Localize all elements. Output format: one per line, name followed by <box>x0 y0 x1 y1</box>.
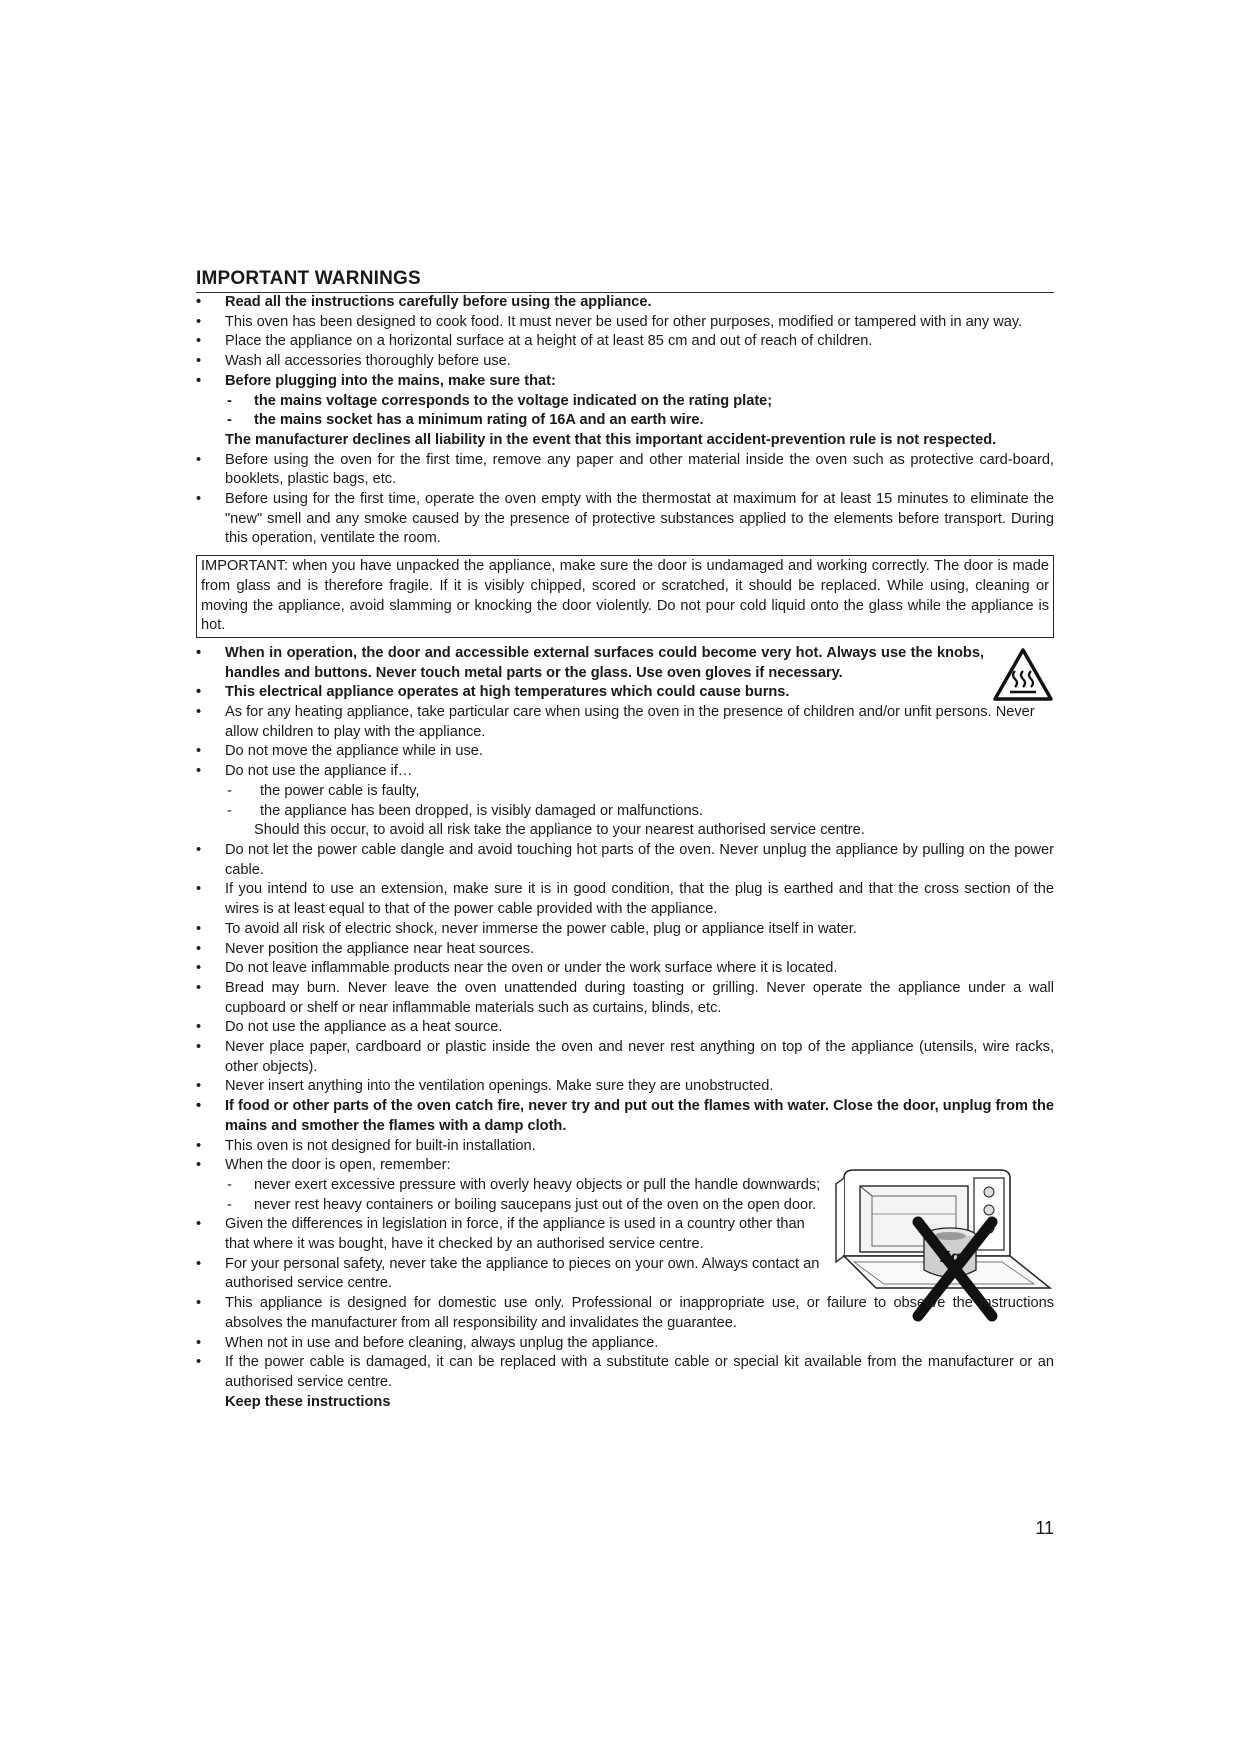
list-item: • Do not leave inflammable products near the oven or under the work surface where it is located. <box>196 959 1054 979</box>
door-section <box>196 1156 1054 1294</box>
list-item: • This oven has been designed to cook food. It must never be used for other purposes, modified or tampered with in any way. <box>196 313 1054 333</box>
sub-item: - the appliance has been dropped, is visibly damaged or malfunctions. <box>225 802 1054 822</box>
list-item: • If you intend to use an extension, make sure it is in good condition, that the plug is earthed and that the cross section of the wires is at least equal to that of the power cable provided with the appliance. <box>196 880 1054 919</box>
sub-item: - the power cable is faulty, <box>225 782 1054 802</box>
list-item: • Place the appliance on a horizontal surface at a height of at least 85 cm and out of reach of children. <box>196 332 1054 352</box>
list-item: • Before using for the first time, operate the oven empty with the thermostat at maximum for at least 15 minutes to eliminate the "new" smell and any smoke caused by the presence of protective substances applied to the elements before transport. During this operation, ventilate the room. <box>196 490 1054 549</box>
list-item-plugging: • Before plugging into the mains, make sure that: - the mains voltage corresponds to the voltage indicated on the rating plate; - the mains socket has a minimum rating of 16A and an earth wire. The manufacturer declines all liability in the event that this important accident-prevention rule is not respected. <box>196 372 1054 451</box>
list-item: • Do not let the power cable dangle and avoid touching hot parts of the oven. Never unplug the appliance by pulling on the power cable. <box>196 841 1054 880</box>
list-item: • Before using the oven for the first time, remove any paper and other material inside the oven such as protective card-board, booklets, plastic bags, etc. <box>196 451 1054 490</box>
list-item: • When not in use and before cleaning, always unplug the appliance. <box>196 1334 1054 1354</box>
list-item: • To avoid all risk of electric shock, never immerse the power cable, plug or appliance itself in water. <box>196 920 1054 940</box>
list-item: • Do not use the appliance as a heat source. <box>196 1018 1054 1038</box>
hot-surface-warning-icon <box>992 647 1054 703</box>
important-notice-box: IMPORTANT: when you have unpacked the appliance, make sure the door is undamaged and working correctly. The door is made from glass and is therefore fragile. If it is visibly chipped, scored or scratched, it should be replaced. While using, cleaning or moving the appliance, avoid slamming or knocking the door violently. Do not pour cold liquid onto the glass while the appliance is hot. <box>196 555 1054 638</box>
sub-item: - the mains socket has a minimum rating of 16A and an earth wire. <box>225 411 1054 431</box>
hot-surface-section <box>196 644 1054 703</box>
list-item-fire: • If food or other parts of the oven catch fire, never try and put out the flames with water. Close the door, unplug from the mains and smother the flames with a damp cloth. <box>196 1097 1054 1136</box>
list-item: • As for any heating appliance, take particular care when using the oven in the presence of children and/or unfit persons. Never allow children to play with the appliance. <box>196 703 1054 742</box>
list-item: • When in operation, the door and accessible external surfaces could become very hot. Always use the knobs, handles and buttons. Never touch metal parts or the glass. Use oven gloves if necessary. <box>196 644 984 683</box>
list-item: • Read all the instructions carefully before using the appliance. <box>196 293 1054 313</box>
list-item: • Bread may burn. Never leave the oven unattended during toasting or grilling. Never operate the appliance under a wall cupboard or shelf or near inflammable materials such as curtains, blinds, etc. <box>196 979 1054 1018</box>
sub-item: - the mains voltage corresponds to the voltage indicated on the rating plate; <box>225 392 1054 412</box>
list-item: • This oven is not designed for built-in installation. <box>196 1137 1054 1157</box>
list-item: • Do not move the appliance while in use. <box>196 742 1054 762</box>
list-item-door: • When the door is open, remember: - never exert excessive pressure with overly heavy objects or pull the handle downwards; - never rest heavy containers or boiling saucepans just out of the oven on the open door. <box>196 1156 824 1215</box>
document-page <box>196 268 1054 1412</box>
liability-note: The manufacturer declines all liability in the event that this important accident-prevention rule is not respected. <box>225 431 997 448</box>
list-item: • If the power cable is damaged, it can be replaced with a substitute cable or special kit available from the manufacturer or an authorised service centre. Keep these instructions <box>196 1353 1054 1412</box>
list-item: • Never insert anything into the ventilation openings. Make sure they are unobstructed. <box>196 1077 1054 1097</box>
page-title: IMPORTANT WARNINGS <box>196 268 1054 293</box>
sub-item: - never rest heavy containers or boiling saucepans just out of the oven on the open door. <box>225 1196 824 1216</box>
list-item: • Given the differences in legislation in force, if the appliance is used in a country other than that where it was bought, have it checked by an authorised service centre. <box>196 1215 824 1254</box>
sub-item: - never exert excessive pressure with overly heavy objects or pull the handle downwards; <box>225 1176 824 1196</box>
list-item-do-not-use: • Do not use the appliance if… - the power cable is faulty, - the appliance has been dropped, is visibly damaged or malfunctions. Should this occur, to avoid all risk take the appliance to your nearest authorised service centre. <box>196 762 1054 841</box>
page-number: 11 <box>1035 1518 1054 1538</box>
list-item: • Never position the appliance near heat sources. <box>196 940 1054 960</box>
list-item: • This appliance is designed for domestic use only. Professional or inappropriate use, or failure to observe the instructions absolves the manufacturer from all responsibility and invalidates the guarantee. <box>196 1294 1054 1333</box>
list-item: • Wash all accessories thoroughly before use. <box>196 352 1054 372</box>
list-item: • Never place paper, cardboard or plastic inside the oven and never rest anything on top of the appliance (utensils, wire racks, other objects). <box>196 1038 1054 1077</box>
list-item: • For your personal safety, never take the appliance to pieces on your own. Always contact an authorised service centre. <box>196 1255 824 1294</box>
warnings-list <box>196 293 1054 549</box>
keep-instructions: Keep these instructions <box>225 1393 391 1410</box>
list-item: • This electrical appliance operates at high temperatures which could cause burns. <box>196 683 984 703</box>
